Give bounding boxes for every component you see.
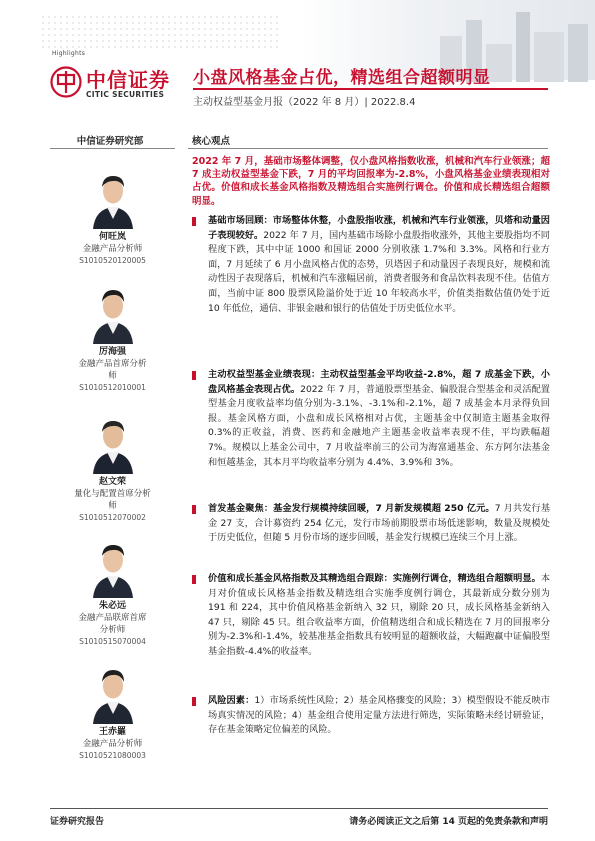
analyst-role: 金融产品分析师 bbox=[82, 739, 143, 749]
analyst-name: 赵文荣 bbox=[98, 477, 126, 487]
analyst-name: 厉海强 bbox=[98, 347, 126, 357]
bullet-lead: 首发基金聚焦：基金发行规模持续回暖，7 月新发规模超 250 亿元。 bbox=[208, 503, 495, 514]
analyst-license-id: S1010521080003 bbox=[79, 751, 146, 760]
analyst-role: 分析师 bbox=[99, 625, 126, 635]
logo-english-name: CITIC SECURITIES bbox=[86, 90, 165, 99]
bullet-lead: 基础市场回顾：市场整体休整，小盘股指收涨，机械和汽车行业领涨，贝塔和动量因子表现较好。 bbox=[208, 215, 550, 241]
analyst-license-id: S1010512010001 bbox=[79, 383, 146, 392]
bullet-marker-icon bbox=[192, 697, 196, 706]
analyst-license-id: S1010512070002 bbox=[79, 513, 146, 522]
analyst-photo bbox=[87, 165, 139, 229]
report-subtitle: 主动权益型基金月报（2022 年 8 月）| 2022.8.4 bbox=[193, 97, 416, 108]
bullet-marker-icon bbox=[192, 371, 196, 380]
left-divider bbox=[50, 148, 175, 149]
analyst-photo bbox=[87, 660, 139, 724]
bullet-risk-factors bbox=[192, 694, 550, 738]
analyst-card bbox=[50, 660, 175, 762]
building-shape bbox=[516, 12, 530, 82]
analyst-photo bbox=[87, 280, 139, 344]
dot-pattern bbox=[40, 14, 280, 50]
bullet-fund-performance bbox=[192, 368, 550, 470]
bullet-body: 2022 年 7 月，普通股票型基金、偏股混合型基金和灵活配置型基金月度收益率均值分别为-3.1%、-3.1%和-2.1%，超 7 成基金本月录得负回报。基金风格方面，小盘和成长风格相对占优，主题基金中仅制造主题基金取得 0.3%的正收益，消费、医药和金融地产主题基金收益率表现不佳，平均跌幅超 7%。规模以上基金公司中，7 月收益率前三的公司为海富通基金、东方阿尔法基金和恒越基金，其本月平均收益率分别为 4.4%、3.9%和 3%。 bbox=[208, 383, 550, 468]
bullet-body: 2022 年 7 月，国内基础市场除小盘股指收涨外，其他主要股指均不同程度下跌，其中中证 1000 和国证 2000 分别收涨 1.7%和 3.3%。风格和行业方面，7 月延续了 6 月小盘风格占优的态势，贝塔因子和动量因子表现良好，规模和流动性因子表现落后，机械和汽车涨幅居前，消费者服务和食品饮料表现不佳。估值方面，当前中证 800 股票风险溢价处于近 10 年较高水平，价值类指数估值仍处于近 10 年低位，通信、非银金融和银行的估值处于历史低位水平。 bbox=[208, 229, 551, 314]
analyst-card bbox=[50, 165, 175, 267]
analyst-license-id: S1010520120005 bbox=[79, 256, 146, 265]
analyst-license-id: S1010515070004 bbox=[79, 637, 146, 646]
logo-chinese-name: 中信证券 bbox=[86, 68, 170, 92]
bullet-lead: 主动权益型基金业绩表现：主动权益型基金平均收益-2.8%，超 7 成基金下跌，小盘风格基金表现占优。 bbox=[208, 369, 550, 395]
analyst-name: 何旺岚 bbox=[98, 232, 126, 242]
analyst-photo bbox=[87, 410, 139, 474]
analyst-role: 量化与配置首席分析 bbox=[74, 489, 151, 499]
core-views-heading: 核心观点 bbox=[192, 136, 231, 147]
bullet-marker-icon bbox=[192, 575, 196, 584]
bullet-body: 7 月共发行基金 27 支，合计募资约 254 亿元，发行市场前期股票市场低迷影响，数量及规模处于历史低位，但随 5 月份市场的逐步回暖，基金发行规模已连续三个月上涨。 bbox=[208, 503, 551, 544]
analyst-name: 王赤羅 bbox=[98, 727, 126, 737]
analyst-role: 金融产品首席分析 bbox=[78, 359, 147, 369]
citic-logo-icon bbox=[50, 66, 82, 98]
report-title: 小盘风格基金占优，精选组合超额明显 bbox=[193, 68, 491, 88]
right-divider bbox=[188, 148, 548, 149]
analyst-card bbox=[50, 534, 175, 648]
bullet-market-review bbox=[192, 214, 550, 316]
footer-disclaimer: 请务必阅读正文之后第 14 页起的免责条款和声明 bbox=[349, 817, 548, 827]
research-dept-heading: 中信证券研究部 bbox=[76, 136, 144, 147]
footer-report-type: 证券研究报告 bbox=[50, 817, 105, 827]
bullet-body: 1）市场系统性风险；2）基金风格骤变的风险；3）模型假设不能反映市场真实情况的风险；4）基金组合使用定量方法进行筛选，实际策略未经讨研验证，存在基金策略定位偏差的风险。 bbox=[208, 695, 550, 736]
core-summary: 2022 年 7 月，基础市场整体调整，仅小盘风格指数收涨，机械和汽车行业领涨；超 7 成主动权益型基金下跌，7 月的平均回报率为-2.8%，小盘风格基金业绩表现相对占优。价值和成长基金风格指数及精选组合实施例行调仓。价值和成长精选组合超额明显。 bbox=[192, 156, 550, 207]
analyst-role: 师 bbox=[108, 371, 117, 381]
building-shape bbox=[568, 24, 588, 82]
footer-divider bbox=[50, 808, 548, 809]
title-divider bbox=[193, 88, 548, 90]
analyst-card bbox=[50, 280, 175, 394]
bullet-lead: 价值和成长基金风格指数及其精选组合跟踪：实施例行调仓，精选组合超额明显。 bbox=[208, 573, 541, 584]
analyst-photo bbox=[87, 534, 139, 598]
building-shape bbox=[534, 32, 564, 82]
citic-logo bbox=[50, 64, 190, 104]
analyst-card bbox=[50, 410, 175, 524]
analyst-role: 金融产品分析师 bbox=[82, 244, 143, 254]
bullet-marker-icon bbox=[192, 217, 196, 226]
tiny-brand-text: Highlights bbox=[52, 50, 86, 57]
analyst-role: 金融产品联席首席 bbox=[78, 613, 147, 623]
bullet-body: 本月对价值成长风格基金指数及精选组合实施季度例行调仓，其最新成分数分别为 191 和 224，其中价值风格基金新纳入 32 只，剔除 20 只，成长风格基金新纳入 47 只，剔除 45 只。组合收益率方面，价值精选组合和成长精选在 7 月的回报率分别为-2.3%和-1.4%，较基准基金指数具有较明显的超额收益，大幅跑赢中证偏股型基金指数-4.4%的收益率。 bbox=[208, 573, 550, 657]
bullet-style-index bbox=[192, 572, 550, 660]
analyst-role: 师 bbox=[108, 501, 117, 511]
bullet-new-funds bbox=[192, 502, 550, 546]
bullet-marker-icon bbox=[192, 505, 196, 514]
analyst-name: 朱必远 bbox=[98, 601, 126, 611]
bullet-lead: 风险因素： bbox=[208, 695, 255, 706]
